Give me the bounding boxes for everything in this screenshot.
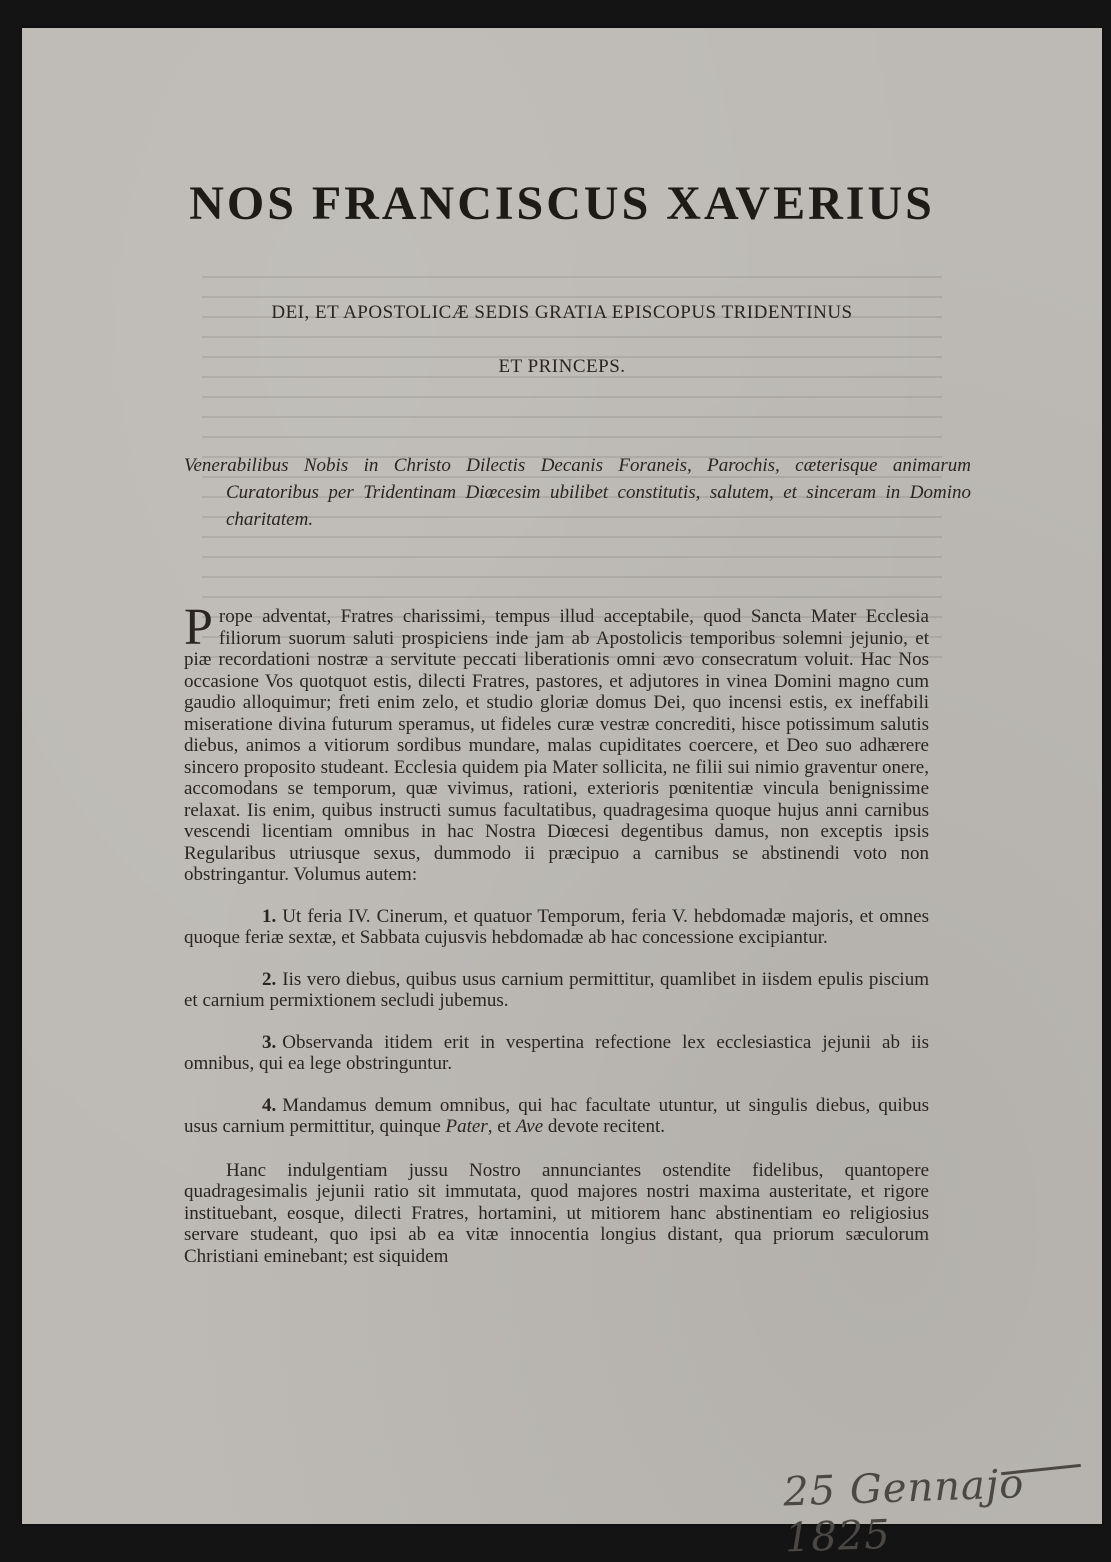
list-item-3 bbox=[184, 1032, 929, 1075]
body-text bbox=[184, 599, 929, 1267]
document-subtitle bbox=[192, 286, 932, 394]
salutation-paragraph: Venerabilibus Nobis in Christo Dilectis Decanis Foraneis, Parochis, cæterisque animarum Curatoribus per Tridentinam Diœcesim ubilibet constitutis, salutem, et sinceram in Domino charitatem. bbox=[184, 455, 971, 530]
item-text: Observanda itidem erit in vespertina refectione lex ecclesiastica jejunii ab iis omnibus, qui ea lege obstringuntur. bbox=[184, 1031, 929, 1074]
item-number: 3. bbox=[262, 1031, 277, 1053]
item-text-b: , et bbox=[487, 1116, 516, 1137]
item-text: Ut feria IV. Cinerum, et quatuor Temporum, feria V. hebdomadæ majoris, et omnes quoque feriæ sextæ, et Sabbata cujusvis hebdomadæ ab hac concessione excipiantur. bbox=[184, 905, 929, 948]
intro-text: rope adventat, Fratres charissimi, tempus illud acceptabile, quod Sancta Mater Ecclesia filiorum suorum saluti prospiciens inde jam ab Apostolicis temporibus solemni jejunio, et piæ recordationi nostræ a servitute peccati liberationis omni ævo consecratum voluit. Hac Nos occasione Vos quotquot estis, dilecti Fratres, pastores, et adjutores in vinea Domini magno cum gaudio alloquimur; freti enim zelo, et studio gloriæ domus Dei, quo incensi estis, ex ineffabili miseratione divina futurum speramus, ut fideles curæ vestræ concrediti, hisce potissimum salutis diebus, animos a vitiorum sordibus mundare, malas cupiditates coercere, et Deo suo adhærere sincero proposito studeant. Ecclesia quidem pia Mater sollicita, ne filii sui nimio graventur onere, accomodans se temporum, quæ vivimus, rationi, exterioris pœnitentiæ vincula benignissime relaxat. Iis enim, quibus instructi sumus facultatibus, quadragesima quoque hujus anni carnibus vescendi licentiam omnibus in hac Nostra Diœcesi degentibus damus, non exceptis ipsis Regularibus utriusque sexus, dummodo ii præcipuo a carnibus se abstinendi voto non obstringantur. Volumus autem: bbox=[184, 606, 929, 885]
document-title: NOS FRANCISCUS XAVERIUS bbox=[189, 177, 935, 230]
list-item-4 bbox=[184, 1095, 929, 1138]
document-page bbox=[22, 28, 1102, 1562]
item-number: 2. bbox=[262, 968, 277, 990]
drop-cap: P bbox=[184, 599, 213, 656]
item-number: 1. bbox=[262, 905, 277, 927]
handwritten-date-annotation: 25 Gennajo 1825 bbox=[782, 1461, 1026, 1562]
item-number: 4. bbox=[262, 1094, 277, 1116]
subtitle-line-1: DEI, ET APOSTOLICÆ SEDIS GRATIA EPISCOPUS TRIDENTINUS bbox=[271, 302, 853, 323]
list-item-1 bbox=[184, 906, 929, 949]
subtitle-line-2: ET PRINCEPS. bbox=[498, 356, 626, 377]
intro-paragraph bbox=[184, 599, 929, 886]
closing-paragraph: Hanc indulgentiam jussu Nostro annunciantes ostendite fidelibus, quantopere quadragesimalis jejunii ratio sit immutata, quod majores nostri maxima austeritate, et rigore instituebant, eosque, dilecti Fratres, hortamini, ut mitiorem hanc abstinentiam eo religiosius servare studeant, quo ipsi ab ea vitæ innocentia longius distant, qua priorum sæculorum Christiani eminebant; est siquidem bbox=[184, 1159, 929, 1267]
item-text-c: devote recitent. bbox=[543, 1116, 665, 1137]
item-text-a: Mandamus demum omnibus, qui hac facultate utuntur, ut singulis diebus, quibus usus carnium permittitur, quinque bbox=[184, 1094, 929, 1137]
item-text: Iis vero diebus, quibus usus carnium permittitur, quamlibet in iisdem epulis piscium et carnium permixtionem secludi jubemus. bbox=[184, 968, 929, 1011]
item-ave: Ave bbox=[515, 1116, 544, 1137]
list-item-2 bbox=[184, 969, 929, 1012]
item-pater: Pater bbox=[445, 1116, 488, 1137]
